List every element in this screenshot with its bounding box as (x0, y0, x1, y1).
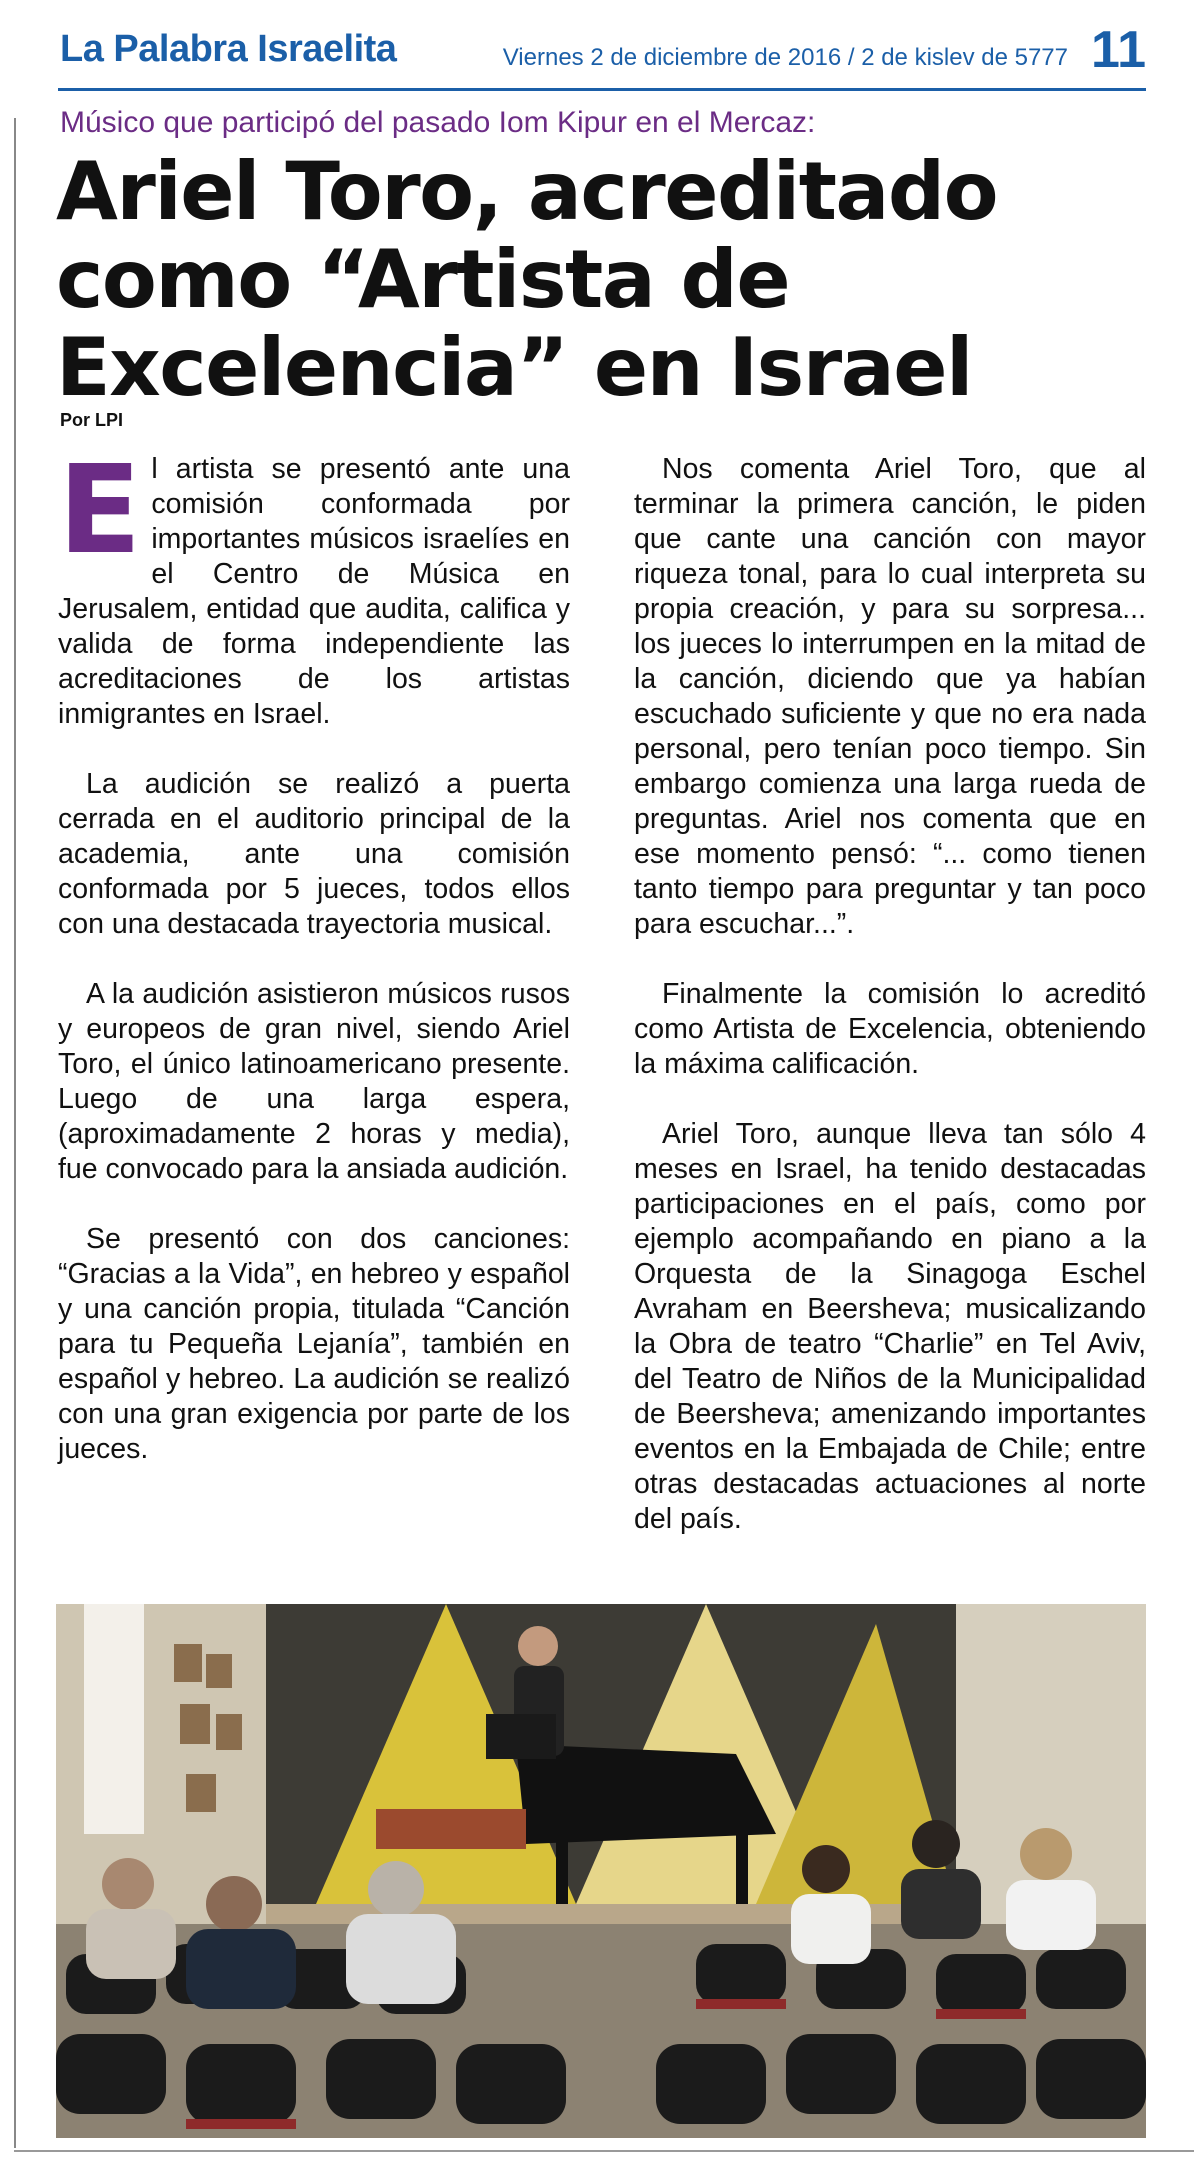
article-paragraph: El artista se presentó ante una comisión conformada por importantes músicos israelíes en el Centro de Música en Jerusalem, entidad que audita, califica y valida de forma independiente las acreditaciones de los artistas inmigrantes en Israel. (58, 439, 570, 730)
article-paragraph: A la audición asistieron músicos rusos y europeos de gran nivel, siendo Ariel Toro, el único latinoamericano presente. Luego de una larga espera, (aproximadamente 2 horas y media), fue convocado para la ansiada audición. (58, 978, 570, 1185)
article-paragraph: La audición se realizó a puerta cerrada en el auditorio principal de la academia, ante una comisión conformada por 5 jueces, todos ellos con una destacada trayectoria musical. (58, 768, 570, 940)
drop-cap: E (58, 439, 142, 581)
article-headline: Ariel Toro, acreditado como “Artista de Excelencia” en Israel (56, 145, 998, 414)
article-paragraph: Nos comenta Ariel Toro, que al terminar la primera canción, le piden que cante una canción con mayor riqueza tonal, para lo cual interpreta su propia creación, y para su sorpresa... los jueces lo interrumpen en la mitad de la canción, diciendo que ya habían escuchado suficiente y que no era nada personal, pero tenían poco tiempo. Sin embargo comienza una larga rueda de preguntas. Ariel nos comenta que en ese momento pensó: “... como tienen tanto tiempo para preguntar y tan poco para escuchar...”. (634, 453, 1146, 940)
article-byline: Por LPI (60, 410, 124, 430)
article-paragraph: Ariel Toro, aunque lleva tan sólo 4 meses en Israel, ha tenido destacadas participaciones en el país, como por ejemplo acompañando en piano a la Orquesta de la Sinagoga Eschel Avraham en Beersheva; musicalizando la Obra de teatro “Charlie” en Tel Aviv, del Teatro de Niños de la Municipalidad de Beersheva; amenizando importantes eventos en la Embajada de Chile; entre otras destacadas actuaciones al norte del país. (634, 1118, 1146, 1535)
article-kicker: Músico que participó del pasado Iom Kipur en el Mercaz: (60, 106, 816, 139)
article-paragraph: Finalmente la comisión lo acreditó como Artista de Excelencia, obteniendo la máxima calificación. (634, 978, 1146, 1080)
publication-name: La Palabra Israelita (60, 28, 397, 70)
bottom-rule (14, 2150, 1194, 2152)
article-photo (56, 1604, 1146, 2138)
masthead (58, 22, 1146, 91)
article-column-right (634, 452, 1146, 1572)
left-margin-rule (14, 118, 16, 2148)
audition-hall-photo (56, 1604, 1146, 2138)
page-number: 11 (1091, 21, 1146, 79)
issue-date: Viernes 2 de diciembre de 2016 / 2 de kislev de 5777 (502, 44, 1068, 71)
article-column-left (58, 439, 570, 1502)
article-paragraph: Se presentó con dos canciones: “Gracias a la Vida”, en hebreo y español y una canción propia, titulada “Canción para tu Pequeña Lejanía”, también en español y hebreo. La audición se realizó con una gran exigencia por parte de los jueces. (58, 1223, 570, 1465)
